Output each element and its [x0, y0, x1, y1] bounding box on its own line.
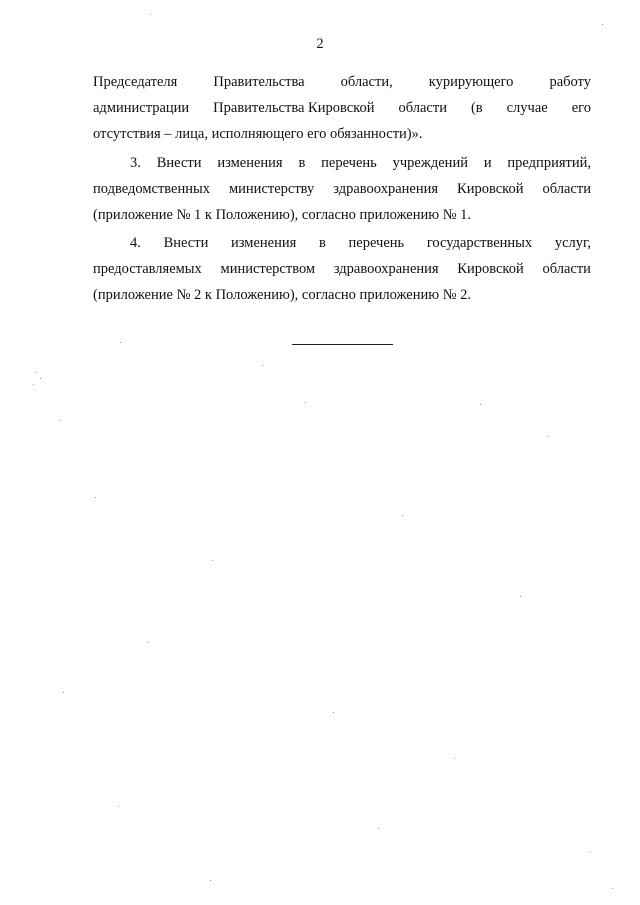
text-line [93, 202, 591, 228]
end-divider [292, 344, 393, 345]
paragraph-item-4 [93, 230, 591, 308]
word: государственных [426, 235, 533, 251]
scan-speck [60, 420, 61, 421]
text-line [93, 176, 591, 202]
scan-speck [210, 880, 211, 881]
word: в [298, 155, 306, 171]
word: Внести [156, 155, 202, 171]
word: случае [506, 100, 548, 116]
line-text: (приложение № 2 к Положению), согласно приложению № 2. [93, 287, 472, 303]
word: министерством [220, 261, 316, 277]
scan-speck [95, 497, 96, 498]
paragraph-continuation [93, 69, 591, 147]
word: Правительства [213, 74, 305, 90]
scan-speck [402, 515, 403, 516]
word: учреждений [392, 155, 468, 171]
scan-speck [548, 436, 549, 437]
word: подведомственных [93, 181, 210, 197]
scan-speck [212, 560, 213, 561]
text-line [93, 69, 591, 95]
word: области [542, 261, 591, 277]
word: министерству [228, 181, 315, 197]
word: в [318, 235, 326, 251]
word: области, [340, 74, 393, 90]
word: здравоохранения [333, 261, 439, 277]
word: работу [549, 74, 591, 90]
word: области [398, 100, 447, 116]
word: Председателя [93, 74, 178, 90]
word: изменения [231, 235, 297, 251]
word: его [571, 100, 591, 116]
line-text: отсутствия – лица, исполняющего его обязанности)». [93, 126, 423, 142]
text-line [93, 256, 591, 282]
word: администрации [93, 100, 190, 116]
scan-speck [36, 372, 37, 373]
item-number: 3. [130, 155, 141, 171]
word: Кировской [457, 181, 524, 197]
scan-speck [602, 24, 603, 25]
word: предприятий, [507, 155, 591, 171]
word: услуг, [554, 235, 591, 251]
word: области [542, 181, 591, 197]
word: и [483, 155, 492, 171]
scan-speck [40, 378, 41, 379]
word: Внести [163, 235, 209, 251]
scan-speck [120, 342, 121, 343]
word: Правительства Кировской [213, 100, 375, 116]
scan-speck [150, 14, 151, 15]
paragraph-item-3 [93, 150, 591, 228]
text-line [93, 121, 591, 147]
word: Кировской [457, 261, 524, 277]
scan-speck [63, 692, 64, 693]
scan-speck [454, 758, 455, 759]
word: предоставляемых [93, 261, 202, 277]
scan-speck [520, 596, 521, 597]
text-line [93, 230, 591, 256]
scan-speck [333, 712, 334, 713]
word: перечень [348, 235, 405, 251]
scan-speck [305, 402, 306, 403]
item-number: 4. [130, 235, 141, 251]
word: изменения [217, 155, 283, 171]
text-line [93, 95, 591, 121]
scan-speck [118, 806, 119, 807]
word: курирующего [428, 74, 514, 90]
word: перечень [321, 155, 377, 171]
text-line [93, 150, 591, 176]
text-line [93, 282, 591, 308]
scan-speck [612, 888, 613, 889]
scan-speck [378, 828, 379, 829]
word: здравоохранения [333, 181, 439, 197]
scan-speck [590, 852, 591, 853]
word: (в [470, 100, 483, 116]
line-text: (приложение № 1 к Положению), согласно приложению № 1. [93, 207, 472, 223]
page-number: 2 [316, 36, 324, 52]
scan-speck [148, 642, 149, 643]
scan-speck [262, 365, 263, 366]
scan-speck [33, 384, 34, 385]
scan-speck [480, 404, 481, 405]
